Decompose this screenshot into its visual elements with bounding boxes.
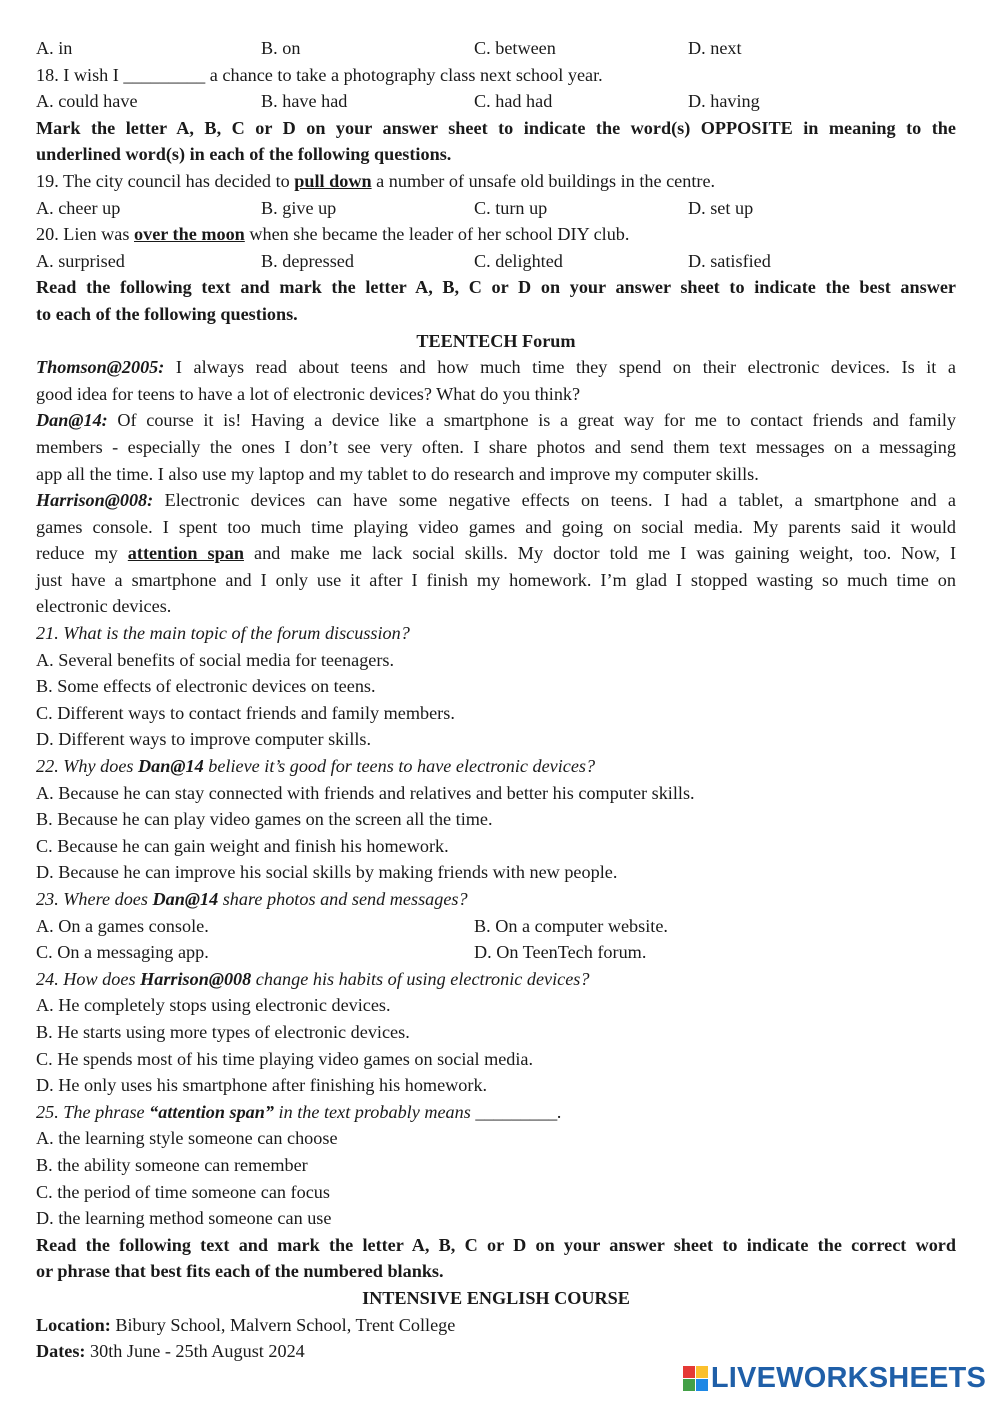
logo-tile-4	[696, 1379, 708, 1391]
worksheet-page	[36, 35, 956, 1365]
option-c[interactable]: C. He spends most of his time playing video games on social media.	[36, 1048, 534, 1069]
option-a[interactable]: A. On a games console.	[36, 915, 209, 936]
q20-pre: 20. Lien was	[36, 224, 134, 245]
q25-pre: 25. The phrase	[36, 1101, 150, 1122]
reading1-instruction-line-2: to each of the following questions.	[36, 303, 298, 324]
option-a[interactable]: A. could have	[36, 91, 138, 112]
post2-line-3: app all the time. I also use my laptop and my tablet to do research and improve my computer skills.	[36, 463, 759, 484]
logo-tile-3	[683, 1379, 695, 1391]
course-location	[36, 1312, 956, 1339]
q19-post: a number of unsafe old buildings in the centre.	[371, 170, 716, 191]
option-a[interactable]: A. Several benefits of social media for teenagers.	[36, 649, 395, 670]
option-b[interactable]: B. Because he can play video games on the screen all the time.	[36, 809, 493, 830]
q20-underlined: over the moon	[134, 224, 245, 245]
q20-options	[36, 248, 956, 275]
option-c[interactable]: C. delighted	[474, 250, 563, 271]
attention-span-term: attention span	[127, 543, 244, 564]
q22-stem	[36, 753, 956, 780]
post3-line-1	[36, 487, 956, 514]
post1-text: I always read about teens and how much time they spend on their electronic devices. Is it a	[164, 357, 956, 378]
post3-text: and make me lack social skills. My doctor told me I was gaining weight, too. Now, I	[243, 543, 957, 564]
option-b[interactable]: B. He starts using more types of electronic devices.	[36, 1021, 410, 1042]
option-d[interactable]: D. He only uses his smartphone after finishing his homework.	[36, 1075, 488, 1096]
location-value: Bibury School, Malvern School, Trent College	[110, 1314, 456, 1335]
q24-stem	[36, 966, 956, 993]
option-c[interactable]: C. Because he can gain weight and finish his homework.	[36, 835, 449, 856]
dates-label: Dates:	[36, 1341, 86, 1362]
q25-stem	[36, 1099, 956, 1126]
q25-post: in the text probably means _________.	[274, 1101, 562, 1122]
option-d[interactable]: D. the learning method someone can use	[36, 1208, 332, 1229]
q19-underlined: pull down	[294, 170, 372, 191]
q23-post: share photos and send messages?	[218, 889, 468, 909]
option-a[interactable]: A. Because he can stay connected with friends and relatives and better his computer skills.	[36, 782, 695, 803]
post3-line-5: electronic devices.	[36, 596, 172, 617]
q25-phrase: “attention span”	[149, 1101, 274, 1122]
reading2-instruction-line-1: Read the following text and mark the letter A, B, C or D on your answer sheet to indicate the correct word	[36, 1234, 956, 1255]
post2-author: Dan@14:	[36, 410, 108, 431]
dates-value: 30th June - 25th August 2024	[85, 1341, 305, 1362]
q18-options	[36, 88, 956, 115]
q20-post: when she became the leader of her school DIY club.	[244, 224, 630, 245]
opposite-instruction-line-1: Mark the letter A, B, C or D on your answer sheet to indicate the word(s) OPPOSITE in meaning to the	[36, 117, 956, 138]
post2-line-2: members - especially the ones I don’t see very often. I share photos and send them text messages on a messaging	[36, 436, 956, 457]
q22-name: Dan@14	[138, 756, 204, 777]
option-b[interactable]: B. depressed	[261, 250, 354, 271]
logo-text: LIVEWORKSHEETS	[710, 1362, 986, 1394]
option-d[interactable]: D. satisfied	[688, 250, 771, 271]
q23-pre: 23. Where does	[36, 889, 153, 909]
option-c[interactable]: C. Different ways to contact friends and family members.	[36, 702, 455, 723]
post3-text: Electronic devices can have some negative effects on teens. I had a tablet, a smartphone and a	[153, 490, 956, 511]
option-b[interactable]: B. the ability someone can remember	[36, 1154, 308, 1175]
option-b[interactable]: B. have had	[261, 91, 348, 112]
option-a[interactable]: A. cheer up	[36, 197, 121, 218]
q20-stem	[36, 221, 956, 248]
option-a[interactable]: A. the learning style someone can choose	[36, 1128, 338, 1149]
q17-options	[36, 35, 956, 62]
post2-line-1	[36, 407, 956, 434]
post2-text: Of course it is! Having a device like a smartphone is a great way for me to contact friends and family	[107, 410, 956, 431]
q23-options-row-1	[36, 913, 956, 940]
post3-author: Harrison@008:	[36, 490, 154, 511]
reading2-instruction-line-2: or phrase that best fits each of the numbered blanks.	[36, 1261, 444, 1282]
logo-tile-2	[696, 1366, 708, 1378]
logo-tiles-icon	[683, 1366, 708, 1391]
logo-tile-1	[683, 1366, 695, 1378]
location-label: Location:	[36, 1314, 111, 1335]
option-c[interactable]: C. turn up	[474, 197, 548, 218]
option-d[interactable]: D. having	[688, 91, 760, 112]
option-d[interactable]: D. Because he can improve his social skills by making friends with new people.	[36, 862, 618, 883]
option-d[interactable]: D. Different ways to improve computer skills.	[36, 729, 372, 750]
option-c[interactable]: C. between	[474, 38, 556, 58]
option-b[interactable]: B. Some effects of electronic devices on teens.	[36, 676, 376, 697]
post1-line-1	[36, 354, 956, 381]
option-c[interactable]: C. On a messaging app.	[36, 942, 209, 963]
q21-stem: 21. What is the main topic of the forum discussion?	[36, 623, 410, 644]
q18-stem: 18. I wish I _________ a chance to take a photography class next school year.	[36, 64, 603, 85]
course-dates	[36, 1338, 956, 1365]
q23-name: Dan@14	[152, 889, 219, 909]
option-d[interactable]: D. set up	[688, 197, 754, 218]
post3-line-2: games console. I spent too much time playing video games and going on social media. My parents said it would	[36, 516, 956, 537]
q24-pre: 24. How does	[36, 968, 141, 989]
option-a[interactable]: A. in	[36, 38, 73, 58]
opposite-instruction-line-2: underlined word(s) in each of the following questions.	[36, 144, 452, 165]
q22-pre: 22. Why does	[36, 756, 139, 777]
option-c[interactable]: C. the period of time someone can focus	[36, 1181, 330, 1202]
q24-post: change his habits of using electronic devices?	[251, 968, 590, 989]
post3-text: reduce my	[36, 543, 128, 564]
option-d[interactable]: D. next	[688, 38, 742, 58]
post3-line-4: just have a smartphone and I only use it after I finish my homework. I’m glad I stopped wasting so much time on	[36, 569, 956, 590]
option-a[interactable]: A. surprised	[36, 250, 125, 271]
post1-author: Thomson@2005:	[36, 357, 165, 378]
post3-line-3	[36, 540, 956, 567]
q23-stem	[36, 886, 956, 913]
forum-title: TEENTECH Forum	[416, 330, 576, 351]
option-a[interactable]: A. He completely stops using electronic devices.	[36, 995, 391, 1016]
option-c[interactable]: C. had had	[474, 91, 553, 112]
q19-stem	[36, 168, 956, 195]
q24-name: Harrison@008	[140, 968, 252, 989]
option-b[interactable]: B. On a computer website.	[474, 915, 668, 936]
q19-pre: 19. The city council has decided to	[36, 170, 295, 191]
reading1-instruction-line-1: Read the following text and mark the letter A, B, C or D on your answer sheet to indicate the best answer	[36, 277, 956, 298]
option-b[interactable]: B. on	[261, 38, 301, 58]
option-b[interactable]: B. give up	[261, 197, 337, 218]
q19-options	[36, 195, 956, 222]
course-title: INTENSIVE ENGLISH COURSE	[362, 1287, 630, 1308]
post1-line-2: good idea for teens to have a lot of electronic devices? What do you think?	[36, 383, 581, 404]
option-d[interactable]: D. On TeenTech forum.	[474, 942, 647, 963]
liveworksheets-logo[interactable]	[683, 1362, 986, 1395]
q22-post: believe it’s good for teens to have electronic devices?	[203, 756, 596, 777]
q23-options-row-2	[36, 939, 956, 966]
